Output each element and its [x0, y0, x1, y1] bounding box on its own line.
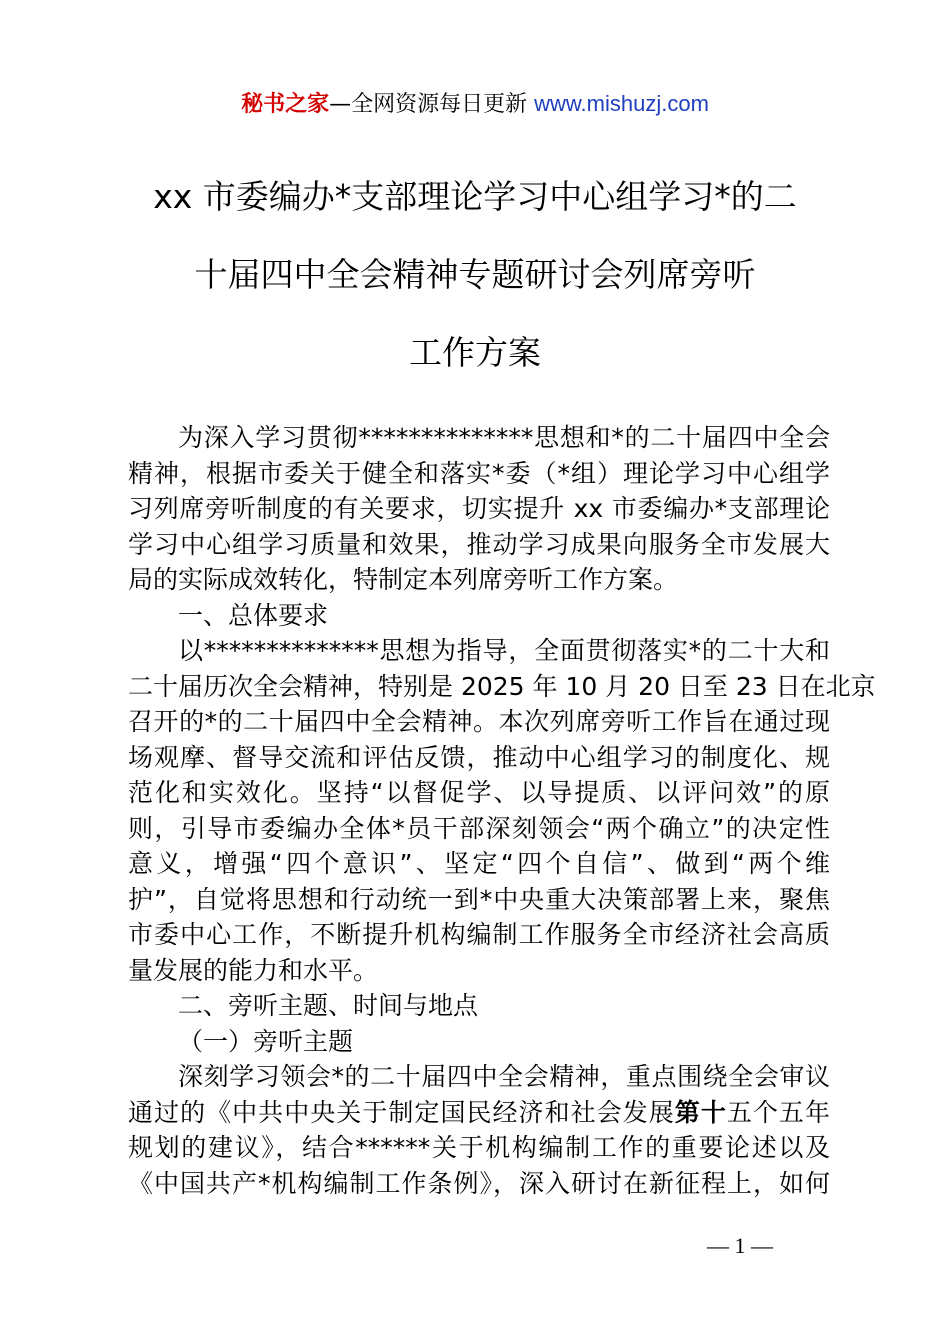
section-heading-1: 一、总体要求: [178, 600, 329, 630]
section-heading-2: 二、旁听主题、时间与地点: [178, 991, 479, 1020]
requirements-paragraph: [128, 633, 876, 988]
text-line: 《中国共产*机构编制工作条例》，深入研讨在新征程上，如何: [128, 1168, 830, 1198]
title-line: 十届四中全会精神专题研讨会列席旁听: [194, 255, 756, 294]
text-line: 习列席旁听制度的有关要求，切实提升 xx 市委编办*支部理论: [128, 494, 830, 523]
text-line: [128, 1095, 830, 1131]
topic-paragraph: [128, 1059, 830, 1201]
site-header: [0, 88, 950, 121]
title-line: xx 市委编办*支部理论学习中心组学习*的二: [153, 177, 797, 216]
text-line: 市委中心工作，不断提升机构编制工作服务全市经济社会高质: [128, 920, 830, 949]
page-number: — 1 —: [707, 1233, 773, 1258]
text-line: 量发展的能力和水平。: [128, 955, 379, 985]
text-line: 为深入学习贯彻**************思想和*的二十届四中全会: [178, 423, 830, 452]
text-line: 召开的*的二十届四中全会精神。本次列席旁听工作旨在通过现: [128, 707, 830, 736]
text-segment: 五个五年: [726, 1097, 830, 1127]
header-tagline: —全网资源每日更新: [329, 92, 528, 117]
text-line: 局的实际成效转化，特制定本列席旁听工作方案。: [128, 565, 679, 594]
subsection-heading-1: （一）旁听主题: [178, 1026, 354, 1056]
brand-name: 秘书之家: [241, 92, 330, 117]
text-line: 意义，增强“四个意识”、坚定“四个自信”、做到“两个维: [128, 849, 830, 878]
text-line: 二十届历次全会精神，特别是 2025 年 10 月 20 日至 23 日在北京: [128, 671, 876, 701]
document-title: [120, 158, 830, 392]
text-segment: 通过的《中共中央关于制定国民经济和社会发展: [128, 1097, 675, 1127]
text-line: 以**************思想为指导，全面贯彻落实*的二十大和: [178, 636, 830, 665]
bold-text-segment: 第十: [674, 1097, 727, 1127]
text-line: 护”，自觉将思想和行动统一到*中央重大决策部署上来，聚焦: [128, 884, 830, 914]
text-line: 学习中心组学习质量和效果，推动学习成果向服务全市发展大: [128, 529, 830, 559]
text-line: 规划的建议》，结合******关于机构编制工作的重要论述以及: [128, 1133, 830, 1162]
document-body: [128, 420, 876, 1201]
intro-paragraph: [128, 420, 830, 598]
title-line: 工作方案: [409, 333, 541, 372]
site-url[interactable]: www.mishuzj.com: [534, 91, 709, 116]
text-line: 深刻学习领会*的二十届四中全会精神，重点围绕全会审议: [178, 1062, 830, 1091]
text-line: 范化和实效化。坚持“以督促学、以导提质、以评问效”的原: [128, 778, 830, 807]
text-line: 精神，根据市委关于健全和落实*委（*组）理论学习中心组学: [128, 458, 830, 488]
text-line: 则，引导市委编办全体*员干部深刻领会“两个确立”的决定性: [128, 813, 830, 843]
text-line: 场观摩、督导交流和评估反馈，推动中心组学习的制度化、规: [128, 742, 830, 772]
